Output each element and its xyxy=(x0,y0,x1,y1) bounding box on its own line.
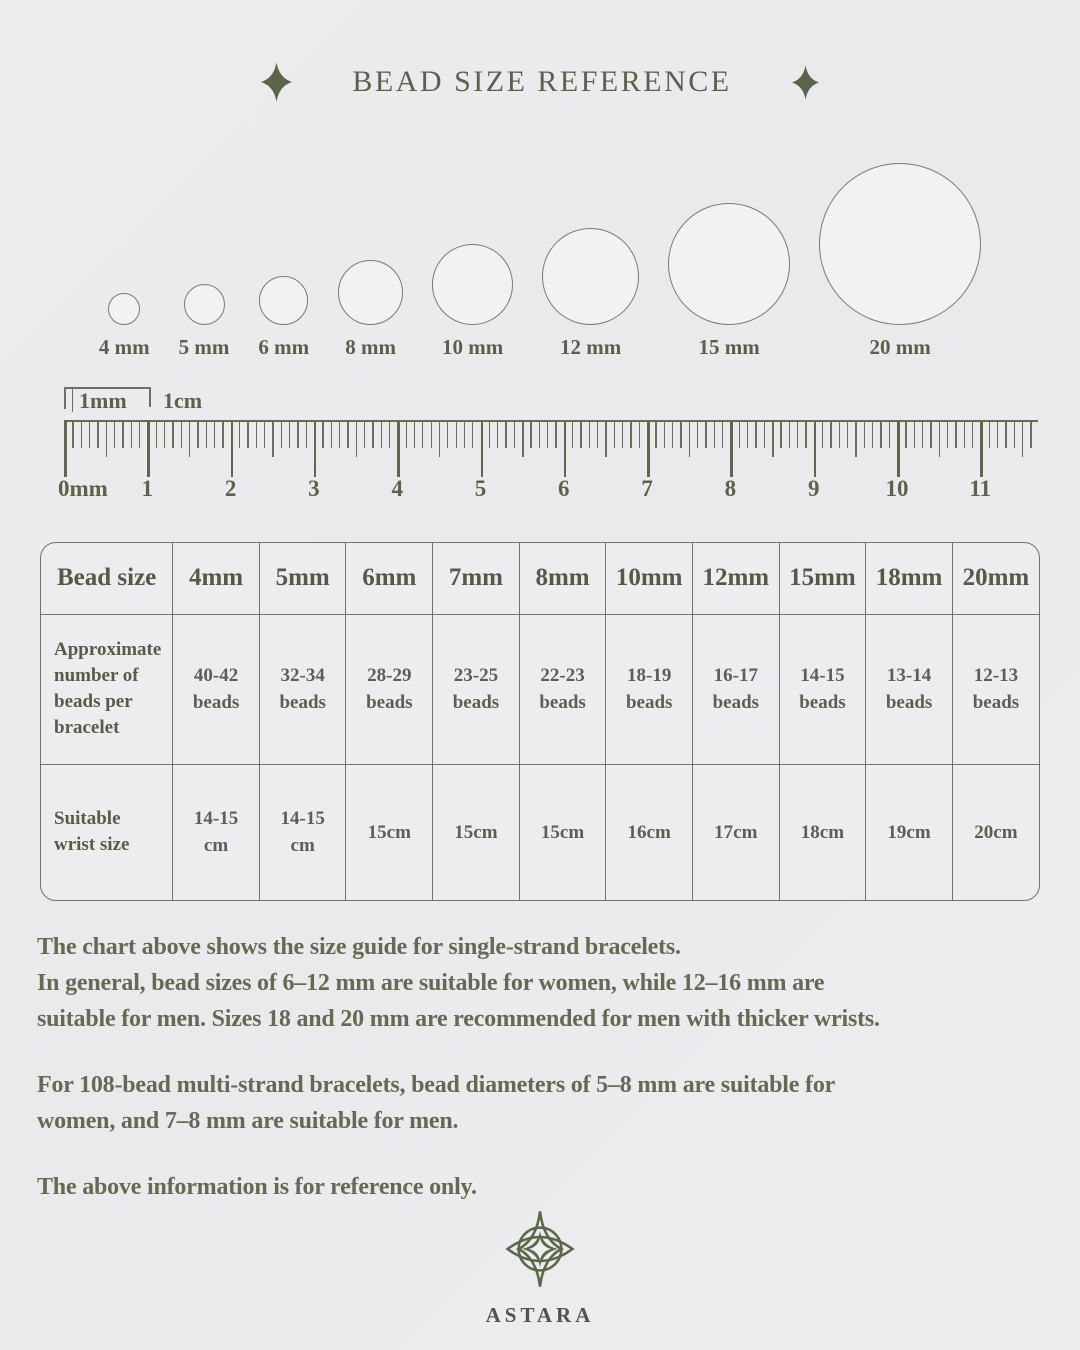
ruler-tick xyxy=(647,422,650,477)
ruler-tick xyxy=(914,422,915,448)
sparkle-icon xyxy=(261,62,292,102)
ruler-tick xyxy=(239,422,240,448)
bead-item xyxy=(542,228,639,360)
ruler-number: 6 xyxy=(558,476,570,501)
ruler-tick xyxy=(281,422,282,448)
note-paragraph-2 xyxy=(37,1067,1050,1139)
ruler-ticks xyxy=(64,422,1038,480)
ruler-tick xyxy=(372,422,373,448)
size-table-cell: 19cm xyxy=(866,764,953,900)
ruler-tick xyxy=(114,422,115,448)
ruler-tick xyxy=(780,422,781,448)
size-table-cell: 18-19 beads xyxy=(606,614,693,764)
ruler-tick xyxy=(814,422,817,477)
size-table-cell: 14-15 cm xyxy=(259,764,346,900)
ruler-tick xyxy=(81,422,82,448)
bead-size-label: 6 mm xyxy=(258,335,310,359)
ruler-tick xyxy=(231,422,234,477)
ruler-tick xyxy=(772,422,774,457)
size-column-header: 4mm xyxy=(173,543,260,614)
ruler-bracket-line xyxy=(72,389,73,412)
ruler-tick xyxy=(880,422,881,448)
size-table-cell: 14-15 cm xyxy=(173,764,260,900)
ruler-tick xyxy=(572,422,573,448)
ruler-tick xyxy=(530,422,531,448)
ruler-tick xyxy=(955,422,956,448)
size-table-cell: 15cm xyxy=(433,764,520,900)
size-table xyxy=(40,542,1040,901)
size-column-header: 7mm xyxy=(433,543,520,614)
ruler-number: 7 xyxy=(641,476,653,501)
ruler-tick xyxy=(714,422,715,448)
bead-item xyxy=(338,260,403,360)
ruler-tick xyxy=(739,422,740,448)
ruler-tick xyxy=(522,422,524,457)
ruler-tick xyxy=(630,422,631,448)
bead-circles-row xyxy=(0,110,1080,360)
ruler-tick xyxy=(722,422,723,448)
note-line: In general, bead sizes of 6–12 mm are suitable for women, while 12–16 mm are xyxy=(37,970,825,996)
ruler-tick xyxy=(322,422,323,448)
ruler-tick xyxy=(705,422,706,448)
ruler-tick xyxy=(264,422,265,448)
ruler-tick xyxy=(1022,422,1024,457)
footer xyxy=(0,1208,1080,1328)
ruler-tick xyxy=(147,422,150,477)
size-table-header-row xyxy=(41,543,1039,614)
bead-circle xyxy=(184,284,225,325)
ruler-tick xyxy=(131,422,132,448)
ruler-tick xyxy=(339,422,340,448)
ruler-tick xyxy=(872,422,873,448)
bead-size-label: 15 mm xyxy=(698,335,760,359)
ruler-tick xyxy=(614,422,615,448)
size-table-cell: 18cm xyxy=(779,764,866,900)
size-table-cell: 32-34 beads xyxy=(259,614,346,764)
note-line: For 108-bead multi-strand bracelets, bead diameters of 5–8 mm are suitable for xyxy=(37,1072,836,1098)
size-table-cell: 28-29 beads xyxy=(346,614,433,764)
ruler-tick xyxy=(464,422,465,448)
ruler xyxy=(0,382,1080,512)
size-column-header: 12mm xyxy=(692,543,779,614)
ruler-tick xyxy=(864,422,865,448)
ruler-number: 8 xyxy=(724,476,737,501)
ruler-tick xyxy=(406,422,407,448)
ruler-tick xyxy=(364,422,365,448)
ruler-bracket-line xyxy=(64,387,66,409)
ruler-tick xyxy=(989,422,990,448)
ruler-tick xyxy=(314,422,317,477)
ruler-tick xyxy=(639,422,640,448)
ruler-number: 0mm xyxy=(58,476,108,501)
bead-item xyxy=(432,244,513,360)
ruler-tick xyxy=(997,422,998,448)
ruler-tick xyxy=(331,422,332,448)
ruler-tick xyxy=(497,422,498,448)
size-table-cell: 23-25 beads xyxy=(433,614,520,764)
ruler-tick xyxy=(839,422,840,448)
ruler-bracket-line xyxy=(149,387,151,407)
row-label: Suitable wrist size xyxy=(41,764,173,900)
ruler-tick xyxy=(306,422,307,448)
ruler-1cm-label: 1cm xyxy=(163,388,203,413)
size-table-head xyxy=(41,543,1039,614)
ruler-tick xyxy=(672,422,673,448)
ruler-tick xyxy=(789,422,790,448)
size-table-cell: 16-17 beads xyxy=(692,614,779,764)
note-line: The above information is for reference only. xyxy=(37,1174,477,1200)
bead-item xyxy=(179,284,230,360)
ruler-tick xyxy=(539,422,540,448)
ruler-tick xyxy=(589,422,590,448)
bead-item xyxy=(99,293,150,360)
ruler-tick xyxy=(622,422,623,448)
size-table-cell: 14-15 beads xyxy=(779,614,866,764)
ruler-tick xyxy=(106,422,108,457)
ruler-tick xyxy=(930,422,931,448)
size-table-row xyxy=(41,764,1039,900)
ruler-tick xyxy=(206,422,207,448)
note-line: women, and 7–8 mm are suitable for men. xyxy=(37,1108,459,1134)
ruler-number: 11 xyxy=(969,476,992,501)
ruler-tick xyxy=(1030,422,1031,448)
size-table-cell: 16cm xyxy=(606,764,693,900)
ruler-tick xyxy=(422,422,423,448)
ruler-tick xyxy=(972,422,973,448)
ruler-tick xyxy=(381,422,382,448)
size-column-header: Bead size xyxy=(56,564,157,592)
ruler-tick xyxy=(847,422,848,448)
ruler-tick xyxy=(164,422,165,448)
ruler-tick xyxy=(172,422,173,448)
note-paragraph-1 xyxy=(37,929,1050,1037)
ruler-number: 5 xyxy=(474,476,487,501)
size-table-cell: 20cm xyxy=(952,764,1039,900)
size-column-header: 10mm xyxy=(606,543,693,614)
ruler-tick xyxy=(964,422,965,448)
ruler-tick xyxy=(347,422,348,448)
size-column-header: 8mm xyxy=(519,543,606,614)
ruler-tick xyxy=(805,422,806,448)
bead-size-label: 4 mm xyxy=(98,335,150,359)
brand-name: ASTARA xyxy=(485,1303,595,1327)
size-column-header: 15mm xyxy=(779,543,866,614)
ruler-tick xyxy=(680,422,681,448)
ruler-tick xyxy=(605,422,607,457)
ruler-tick xyxy=(122,422,123,448)
ruler-tick xyxy=(481,422,484,477)
ruler-tick xyxy=(939,422,941,457)
sparkle-icon xyxy=(792,65,819,100)
bead-size-label: 5 mm xyxy=(178,335,230,359)
ruler-tick xyxy=(181,422,182,448)
ruler-tick xyxy=(597,422,598,448)
ruler-tick xyxy=(897,422,900,477)
ruler-tick xyxy=(830,422,831,448)
ruler-tick xyxy=(456,422,457,448)
ruler-tick xyxy=(755,422,756,448)
ruler-tick xyxy=(922,422,923,448)
bead-circle xyxy=(108,293,140,325)
ruler-tick xyxy=(514,422,515,448)
ruler-tick xyxy=(547,422,548,448)
ruler-tick xyxy=(855,422,857,457)
ruler-tick xyxy=(472,422,473,448)
ruler-numbers xyxy=(58,476,1038,508)
ruler-number: 4 xyxy=(391,476,403,501)
ruler-tick xyxy=(222,422,223,448)
ruler-tick xyxy=(389,422,390,448)
bead-size-label: 12 mm xyxy=(560,335,622,359)
ruler-tick xyxy=(664,422,665,448)
ruler-tick xyxy=(555,422,556,448)
ruler-tick xyxy=(489,422,490,448)
ruler-tick xyxy=(655,422,656,448)
bead-circle xyxy=(259,276,308,325)
ruler-number: 1 xyxy=(141,476,154,501)
ruler-tick xyxy=(764,422,765,448)
ruler-tick xyxy=(439,422,441,457)
ruler-tick xyxy=(272,422,274,457)
size-table-cell: 22-23 beads xyxy=(519,614,606,764)
note-line: The chart above shows the size guide for single-strand bracelets. xyxy=(37,934,681,960)
size-table-cell: 40-42 beads xyxy=(173,614,260,764)
ruler-tick xyxy=(564,422,567,477)
size-column-header: 20mm xyxy=(952,543,1039,614)
ruler-tick xyxy=(139,422,140,448)
ruler-tick xyxy=(697,422,698,448)
ruler-number: 3 xyxy=(308,476,320,501)
ruler-tick xyxy=(89,422,90,448)
ruler-number: 9 xyxy=(807,476,820,501)
page-title: BEAD SIZE REFERENCE xyxy=(352,65,732,98)
ruler-tick xyxy=(689,422,691,457)
ruler-tick xyxy=(356,422,358,457)
ruler-tick xyxy=(797,422,798,448)
ruler-tick xyxy=(1005,422,1006,448)
ruler-tick xyxy=(747,422,748,448)
ruler-tick xyxy=(156,422,157,448)
ruler-tick xyxy=(905,422,906,448)
notes xyxy=(37,929,1050,1205)
bead-circle xyxy=(819,163,981,325)
ruler-tick xyxy=(397,422,400,477)
ruler-tick xyxy=(414,422,415,448)
ruler-tick xyxy=(1014,422,1015,448)
ruler-tick xyxy=(97,422,98,448)
row-label: Approximate number of beads per bracelet xyxy=(41,614,173,764)
size-table-cell: 13-14 beads xyxy=(866,614,953,764)
size-table-row xyxy=(41,614,1039,764)
bead-circle xyxy=(338,260,403,325)
bead-item xyxy=(819,163,981,360)
ruler-tick xyxy=(947,422,948,448)
ruler-tick xyxy=(297,422,298,448)
ruler-tick xyxy=(980,422,983,477)
ruler-tick xyxy=(447,422,448,448)
header xyxy=(0,0,1080,108)
ruler-tick xyxy=(214,422,215,448)
bead-item xyxy=(668,203,790,360)
ruler-tick xyxy=(822,422,823,448)
ruler-number: 10 xyxy=(885,476,909,501)
size-table-cell: 15cm xyxy=(519,764,606,900)
ruler-tick xyxy=(289,422,290,448)
bead-size-label: 8 mm xyxy=(345,335,396,359)
ruler-tick xyxy=(889,422,890,448)
bead-circle xyxy=(542,228,639,325)
ruler-1mm-label: 1mm xyxy=(79,388,127,413)
bead-size-label: 20 mm xyxy=(869,335,931,359)
size-table-cell: 17cm xyxy=(692,764,779,900)
bead-circle xyxy=(432,244,513,325)
note-line: suitable for men. Sizes 18 and 20 mm are recommended for men with thicker wrists. xyxy=(37,1006,880,1032)
ruler-number: 2 xyxy=(224,476,237,501)
ruler-tick xyxy=(580,422,581,448)
ruler-tick xyxy=(247,422,248,448)
size-table-cell: 15cm xyxy=(346,764,433,900)
size-column-header: 18mm xyxy=(866,543,953,614)
size-column-header: 6mm xyxy=(346,543,433,614)
bead-circle xyxy=(668,203,790,325)
bead-size-label: 10 mm xyxy=(442,335,504,359)
ruler-tick xyxy=(431,422,432,448)
size-table-cell: 12-13 beads xyxy=(952,614,1039,764)
ruler-tick xyxy=(730,422,733,477)
ruler-tick xyxy=(72,422,73,448)
ruler-tick xyxy=(197,422,198,448)
size-column-header: 5mm xyxy=(259,543,346,614)
bead-item xyxy=(258,276,309,360)
ruler-tick xyxy=(505,422,506,448)
compass-star-icon xyxy=(499,1208,581,1295)
note-paragraph-3 xyxy=(37,1169,1050,1205)
ruler-tick xyxy=(64,422,67,477)
ruler-tick xyxy=(189,422,191,457)
size-table-body xyxy=(41,614,1039,900)
ruler-tick xyxy=(256,422,257,448)
